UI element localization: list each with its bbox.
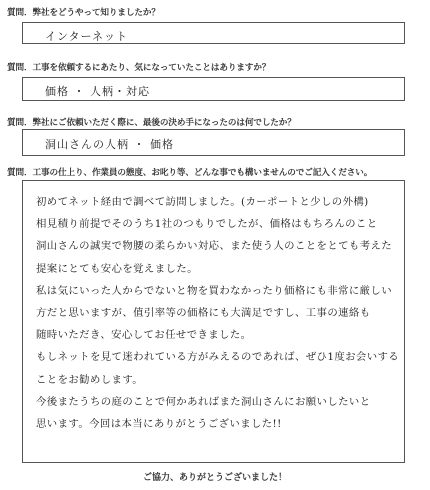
- answer-line: 初めてネット経由で調べて訪問しました。(カーポートと少しの外構): [36, 196, 369, 208]
- question-3-answer-box: [22, 129, 405, 156]
- question-3-answer: 洞山さんの人柄 ・ 価格: [45, 138, 174, 151]
- question-2-answer: 価格 ・ 人柄・対応: [45, 85, 150, 98]
- answer-line: 提案にとても安心を覚えました。: [36, 262, 198, 275]
- thank-you-footer: ご協力、ありがとうございました！: [142, 473, 287, 483]
- answer-line: 随時いただき、安心してお任せできました。: [36, 329, 252, 342]
- answer-line: 今後またうちの庭のことで何かあればまた洞山さんにお願いしたいと: [36, 395, 371, 408]
- answer-line: 洞山さんの誠実で物腰の柔らかい対応、また使う人のことをとても考えた: [36, 240, 393, 253]
- answer-line: 私は気にいった人からでないと物を買わなかったり価格にも非常に厳しい: [36, 284, 392, 297]
- question-2-answer-box: [22, 77, 405, 101]
- question-1-answer-box: [22, 22, 405, 44]
- question-4-answer-box: [22, 180, 405, 463]
- question-3-label: 質問．弊社にご依頼いただく際に、最後の決め手になったのは何でしたか？: [7, 118, 296, 128]
- question-1-label: 質問．弊社をどうやって知りましたか？: [7, 8, 160, 18]
- answer-line: もしネットを見て迷われている方がみえるのであれば、ぜひ1度お会いする: [36, 351, 400, 364]
- question-4-label: 質問．工事の仕上り、作業員の態度、お叱り等、どんな事でも構いませんのでご記入ください。: [7, 168, 373, 178]
- answer-line: ことをお勧めします。: [36, 373, 144, 386]
- answer-line: 方だと思いますが、值引率等の価格にも大満足ですし、工事の連絡も: [36, 306, 371, 319]
- answer-line: 思います。今回は本当にありがとうございました!!: [36, 417, 282, 430]
- answer-line: 相見積り前提でそのうち1社のつもりでしたが、価格はもちろんのこと: [36, 218, 378, 231]
- question-1-answer: インターネット: [45, 30, 129, 43]
- question-2-label: 質問．工事を依頼するにあたり、気になっていたことはありますか？: [7, 63, 271, 73]
- question-4-answer: [36, 191, 400, 435]
